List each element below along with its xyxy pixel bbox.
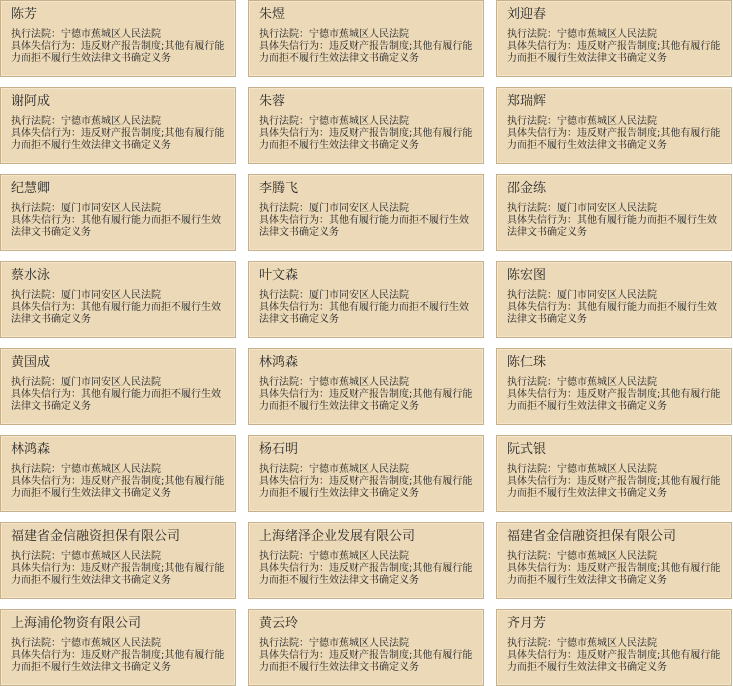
debtor-name: 林鸿森: [11, 442, 51, 457]
dishonest-behavior: [259, 563, 477, 587]
debtor-name: 上海浦伦物资有限公司: [11, 616, 142, 631]
behavior-label: 具体失信行为：: [507, 650, 577, 661]
court-label: 执行法院：: [507, 203, 557, 214]
dishonest-behavior: [507, 476, 725, 500]
court-label: 执行法院：: [259, 116, 309, 127]
debtor-card[interactable]: [496, 87, 732, 164]
dishonest-behavior: [11, 302, 229, 326]
executing-court: [11, 116, 229, 128]
behavior-value: 违反财产报告制度;其他有履行能力而拒不履行生效法律文书确定义务: [507, 476, 721, 499]
behavior-value: 违反财产报告制度;其他有履行能力而拒不履行生效法律文书确定义务: [259, 41, 473, 64]
court-value: 厦门市同安区人民法院: [61, 203, 161, 214]
court-value: 厦门市同安区人民法院: [61, 377, 161, 388]
court-label: 执行法院：: [259, 638, 309, 649]
behavior-value: 违反财产报告制度;其他有履行能力而拒不履行生效法律文书确定义务: [11, 41, 225, 64]
behavior-value: 违反财产报告制度;其他有履行能力而拒不履行生效法律文书确定义务: [507, 41, 721, 64]
behavior-label: 具体失信行为：: [259, 476, 329, 487]
dishonest-behavior: [259, 128, 477, 152]
behavior-label: 具体失信行为：: [259, 389, 329, 400]
behavior-value: 其他有履行能力而拒不履行生效法律文书确定义务: [259, 215, 469, 238]
dishonest-behavior: [11, 41, 229, 65]
court-value: 宁德市蕉城区人民法院: [557, 29, 657, 40]
executing-court: [259, 377, 477, 389]
executing-court: [259, 638, 477, 650]
dishonest-behavior: [11, 128, 229, 152]
behavior-label: 具体失信行为：: [11, 302, 81, 313]
dishonest-behavior: [507, 563, 725, 587]
court-value: 宁德市蕉城区人民法院: [309, 116, 409, 127]
debtor-card[interactable]: [0, 609, 236, 686]
debtor-name: 邵金练: [507, 181, 547, 196]
court-value: 厦门市同安区人民法院: [309, 203, 409, 214]
behavior-value: 其他有履行能力而拒不履行生效法律文书确定义务: [507, 215, 717, 238]
behavior-value: 违反财产报告制度;其他有履行能力而拒不履行生效法律文书确定义务: [259, 563, 473, 586]
executing-court: [259, 464, 477, 476]
court-value: 宁德市蕉城区人民法院: [61, 116, 161, 127]
court-label: 执行法院：: [507, 290, 557, 301]
debtor-card[interactable]: [248, 0, 484, 77]
court-label: 执行法院：: [11, 464, 61, 475]
court-label: 执行法院：: [11, 551, 61, 562]
debtor-card[interactable]: [496, 174, 732, 251]
executing-court: [11, 29, 229, 41]
court-value: 宁德市蕉城区人民法院: [309, 29, 409, 40]
debtor-name: 陈芳: [11, 7, 38, 22]
behavior-value: 违反财产报告制度;其他有履行能力而拒不履行生效法律文书确定义务: [259, 476, 473, 499]
court-value: 宁德市蕉城区人民法院: [309, 377, 409, 388]
dishonest-behavior: [507, 302, 725, 326]
debtor-name: 陈仁珠: [507, 355, 547, 370]
debtor-name: 黄云玲: [259, 616, 299, 631]
behavior-label: 具体失信行为：: [507, 563, 577, 574]
debtor-name: 福建省金信融资担保有限公司: [507, 529, 677, 544]
debtor-name: 朱煜: [259, 7, 286, 22]
executing-court: [507, 203, 725, 215]
court-value: 宁德市蕉城区人民法院: [61, 464, 161, 475]
dishonest-behavior: [259, 215, 477, 239]
dishonest-behavior: [507, 389, 725, 413]
court-value: 宁德市蕉城区人民法院: [557, 377, 657, 388]
debtor-card[interactable]: [496, 522, 732, 599]
court-label: 执行法院：: [11, 290, 61, 301]
behavior-label: 具体失信行为：: [259, 302, 329, 313]
behavior-label: 具体失信行为：: [507, 389, 577, 400]
behavior-value: 其他有履行能力而拒不履行生效法律文书确定义务: [507, 302, 717, 325]
behavior-value: 违反财产报告制度;其他有履行能力而拒不履行生效法律文书确定义务: [507, 563, 721, 586]
debtor-name: 上海绪泽企业发展有限公司: [259, 529, 416, 544]
court-value: 厦门市同安区人民法院: [309, 290, 409, 301]
executing-court: [259, 116, 477, 128]
executing-court: [11, 551, 229, 563]
court-value: 厦门市同安区人民法院: [557, 290, 657, 301]
court-value: 宁德市蕉城区人民法院: [61, 638, 161, 649]
debtor-card[interactable]: [248, 609, 484, 686]
court-value: 宁德市蕉城区人民法院: [557, 116, 657, 127]
debtor-card[interactable]: [0, 522, 236, 599]
executing-court: [507, 116, 725, 128]
debtor-name: 黄国成: [11, 355, 51, 370]
debtor-card[interactable]: [248, 87, 484, 164]
dishonest-behavior: [259, 476, 477, 500]
court-label: 执行法院：: [507, 116, 557, 127]
executing-court: [507, 464, 725, 476]
court-value: 厦门市同安区人民法院: [557, 203, 657, 214]
court-value: 厦门市同安区人民法院: [61, 290, 161, 301]
debtor-name: 朱蓉: [259, 94, 286, 109]
behavior-value: 违反财产报告制度;其他有履行能力而拒不履行生效法律文书确定义务: [259, 650, 473, 673]
debtor-name: 李腾飞: [259, 181, 299, 196]
behavior-label: 具体失信行为：: [507, 128, 577, 139]
dishonest-behavior: [507, 650, 725, 674]
debtor-card[interactable]: [0, 435, 236, 512]
behavior-value: 违反财产报告制度;其他有履行能力而拒不履行生效法律文书确定义务: [11, 128, 225, 151]
executing-court: [11, 464, 229, 476]
behavior-value: 违反财产报告制度;其他有履行能力而拒不履行生效法律文书确定义务: [259, 389, 473, 412]
dishonest-behavior: [259, 302, 477, 326]
debtor-card[interactable]: [496, 261, 732, 338]
court-value: 宁德市蕉城区人民法院: [557, 638, 657, 649]
behavior-label: 具体失信行为：: [507, 41, 577, 52]
debtor-card[interactable]: [248, 348, 484, 425]
executing-court: [507, 551, 725, 563]
executing-court: [507, 377, 725, 389]
dishonest-behavior: [11, 389, 229, 413]
court-label: 执行法院：: [507, 464, 557, 475]
behavior-label: 具体失信行为：: [259, 215, 329, 226]
executing-court: [259, 551, 477, 563]
debtor-card[interactable]: [248, 261, 484, 338]
debtor-card[interactable]: [0, 174, 236, 251]
dishonest-behavior: [11, 563, 229, 587]
court-value: 宁德市蕉城区人民法院: [309, 551, 409, 562]
court-value: 宁德市蕉城区人民法院: [557, 464, 657, 475]
behavior-label: 具体失信行为：: [507, 215, 577, 226]
behavior-label: 具体失信行为：: [11, 650, 81, 661]
debtor-card[interactable]: [0, 348, 236, 425]
behavior-label: 具体失信行为：: [259, 41, 329, 52]
court-value: 宁德市蕉城区人民法院: [309, 638, 409, 649]
court-label: 执行法院：: [259, 203, 309, 214]
behavior-label: 具体失信行为：: [259, 650, 329, 661]
executing-court: [259, 203, 477, 215]
debtor-name: 阮式银: [507, 442, 547, 457]
court-label: 执行法院：: [259, 464, 309, 475]
dishonest-behavior: [507, 215, 725, 239]
behavior-value: 违反财产报告制度;其他有履行能力而拒不履行生效法律文书确定义务: [11, 650, 225, 673]
behavior-value: 其他有履行能力而拒不履行生效法律文书确定义务: [11, 302, 221, 325]
executing-court: [507, 29, 725, 41]
behavior-label: 具体失信行为：: [507, 302, 577, 313]
executing-court: [11, 203, 229, 215]
debtor-card[interactable]: [0, 261, 236, 338]
behavior-label: 具体失信行为：: [507, 476, 577, 487]
debtor-name: 郑瑞辉: [507, 94, 547, 109]
court-label: 执行法院：: [507, 638, 557, 649]
debtor-name: 福建省金信融资担保有限公司: [11, 529, 181, 544]
debtor-card[interactable]: [248, 174, 484, 251]
executing-court: [507, 638, 725, 650]
dishonest-behavior: [11, 650, 229, 674]
debtor-card[interactable]: [248, 435, 484, 512]
behavior-value: 违反财产报告制度;其他有履行能力而拒不履行生效法律文书确定义务: [259, 128, 473, 151]
debtor-card[interactable]: [0, 0, 236, 77]
behavior-label: 具体失信行为：: [11, 476, 81, 487]
court-label: 执行法院：: [507, 551, 557, 562]
debtor-card[interactable]: [496, 348, 732, 425]
dishonest-behavior: [259, 650, 477, 674]
executing-court: [259, 290, 477, 302]
behavior-label: 具体失信行为：: [11, 128, 81, 139]
court-value: 宁德市蕉城区人民法院: [61, 29, 161, 40]
debtor-card[interactable]: [0, 87, 236, 164]
debtor-name: 蔡水泳: [11, 268, 51, 283]
behavior-value: 违反财产报告制度;其他有履行能力而拒不履行生效法律文书确定义务: [11, 476, 225, 499]
court-label: 执行法院：: [259, 290, 309, 301]
behavior-value: 违反财产报告制度;其他有履行能力而拒不履行生效法律文书确定义务: [11, 563, 225, 586]
court-label: 执行法院：: [11, 116, 61, 127]
court-label: 执行法院：: [11, 203, 61, 214]
behavior-value: 其他有履行能力而拒不履行生效法律文书确定义务: [259, 302, 469, 325]
dishonest-behavior: [259, 389, 477, 413]
debtor-card[interactable]: [496, 609, 732, 686]
behavior-label: 具体失信行为：: [11, 215, 81, 226]
behavior-label: 具体失信行为：: [259, 128, 329, 139]
court-value: 宁德市蕉城区人民法院: [557, 551, 657, 562]
behavior-label: 具体失信行为：: [11, 389, 81, 400]
behavior-value: 其他有履行能力而拒不履行生效法律文书确定义务: [11, 389, 221, 412]
dishonest-behavior: [507, 128, 725, 152]
dishonest-behavior: [259, 41, 477, 65]
debtor-name: 叶文森: [259, 268, 299, 283]
dishonest-behavior: [11, 476, 229, 500]
behavior-label: 具体失信行为：: [11, 41, 81, 52]
court-label: 执行法院：: [507, 29, 557, 40]
behavior-label: 具体失信行为：: [11, 563, 81, 574]
debtor-name: 刘迎春: [507, 7, 547, 22]
court-value: 宁德市蕉城区人民法院: [61, 551, 161, 562]
dishonest-behavior: [11, 215, 229, 239]
court-value: 宁德市蕉城区人民法院: [309, 464, 409, 475]
executing-court: [259, 29, 477, 41]
court-label: 执行法院：: [507, 377, 557, 388]
debtor-name: 陈宏图: [507, 268, 547, 283]
debtor-name: 林鸿森: [259, 355, 299, 370]
behavior-value: 违反财产报告制度;其他有履行能力而拒不履行生效法律文书确定义务: [507, 650, 721, 673]
debtor-name: 杨石明: [259, 442, 299, 457]
executing-court: [507, 290, 725, 302]
court-label: 执行法院：: [259, 29, 309, 40]
executing-court: [11, 638, 229, 650]
court-label: 执行法院：: [259, 377, 309, 388]
court-label: 执行法院：: [259, 551, 309, 562]
executing-court: [11, 290, 229, 302]
debtor-card[interactable]: [496, 435, 732, 512]
debtor-name: 纪慧卿: [11, 181, 51, 196]
court-label: 执行法院：: [11, 29, 61, 40]
dishonest-behavior: [507, 41, 725, 65]
court-label: 执行法院：: [11, 638, 61, 649]
debtor-card[interactable]: [248, 522, 484, 599]
debtor-card[interactable]: [496, 0, 732, 77]
behavior-label: 具体失信行为：: [259, 563, 329, 574]
behavior-value: 其他有履行能力而拒不履行生效法律文书确定义务: [11, 215, 221, 238]
debtor-name: 谢阿成: [11, 94, 51, 109]
debtor-name: 齐月芳: [507, 616, 547, 631]
behavior-value: 违反财产报告制度;其他有履行能力而拒不履行生效法律文书确定义务: [507, 128, 721, 151]
court-label: 执行法院：: [11, 377, 61, 388]
executing-court: [11, 377, 229, 389]
behavior-value: 违反财产报告制度;其他有履行能力而拒不履行生效法律文书确定义务: [507, 389, 721, 412]
